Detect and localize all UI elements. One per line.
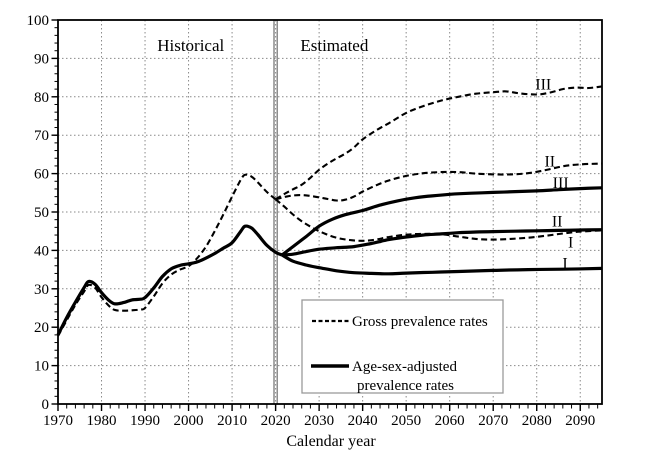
y-tick-label: 50 [34, 205, 49, 221]
x-tick-label: 2000 [173, 413, 204, 429]
x-axis-title: Calendar year [286, 433, 376, 450]
legend [302, 300, 503, 394]
x-tick-label: 2010 [217, 413, 248, 429]
series-path-adjusted-historical [58, 226, 282, 335]
x-tick-label: 2060 [434, 413, 465, 429]
x-tick-label: 1970 [43, 413, 73, 429]
annotation-gross-scenario-II: II [544, 153, 556, 171]
x-tick-label: 2080 [521, 413, 552, 429]
y-tick-label: 100 [26, 13, 49, 29]
y-tick-label: 0 [41, 397, 49, 413]
y-tick-label: 30 [34, 281, 49, 298]
x-tick-label: 1980 [86, 413, 117, 429]
y-tick-label: 90 [34, 51, 49, 68]
x-tick-label: 2030 [304, 413, 335, 429]
y-tick-label: 70 [34, 128, 49, 145]
legend-label-adjusted-line2: prevalence rates [357, 378, 455, 394]
legend-label-gross: Gross prevalence rates [352, 314, 488, 330]
x-tick-label: 2020 [260, 413, 291, 429]
annotation-adjusted-scenario-I: I [562, 255, 568, 273]
legend-label-adjusted-line1: Age-sex-adjusted [352, 359, 457, 375]
annotation-gross-scenario-III: III [535, 76, 552, 94]
series-layer [58, 86, 602, 336]
y-tick-label: 10 [34, 358, 49, 375]
x-tick-label: 2050 [391, 413, 422, 429]
y-tick-label: 20 [34, 320, 49, 337]
x-tick-label: 1990 [130, 413, 161, 429]
x-tick-label: 2040 [347, 413, 378, 429]
series-path-adjusted-scenario-I [282, 255, 602, 274]
x-tick-label: 2070 [478, 413, 509, 429]
annotation-gross-scenario-I: I [568, 234, 574, 252]
y-tick-label: 80 [34, 89, 49, 106]
annotations-layer [535, 77, 573, 273]
series-path-adjusted-scenario-II [282, 230, 602, 255]
region-label-historical: Historical [157, 35, 225, 55]
y-tick-label: 40 [34, 243, 49, 260]
x-tick-label: 2090 [565, 413, 596, 429]
region-labels-layer [157, 36, 369, 55]
annotation-adjusted-scenario-II: II [551, 213, 563, 231]
region-label-estimated: Estimated [300, 35, 369, 55]
series-path-gross-historical [58, 175, 276, 336]
y-tick-label: 60 [34, 166, 49, 183]
annotation-adjusted-scenario-III: III [552, 175, 569, 193]
